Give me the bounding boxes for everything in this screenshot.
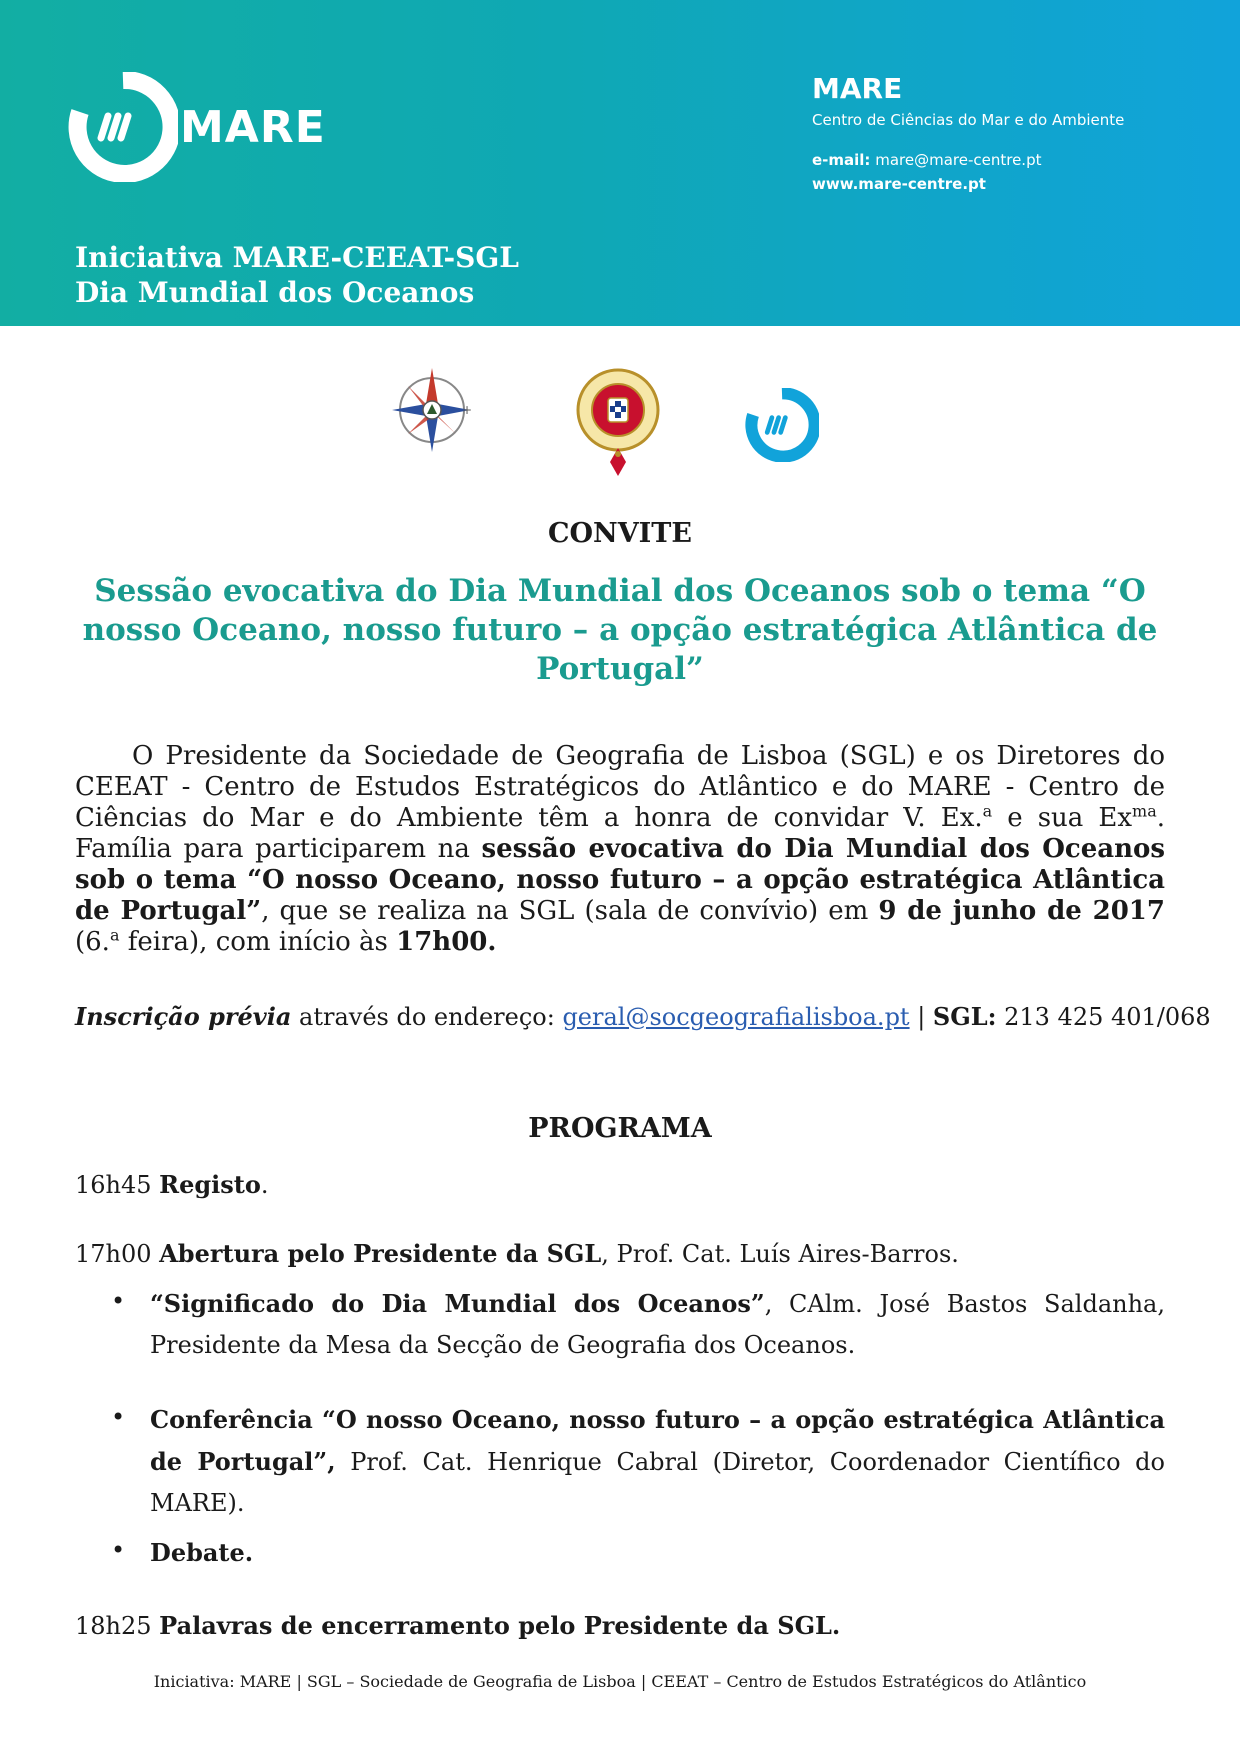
item-3-title: Debate. — [150, 1538, 254, 1567]
initiative-line-1: Iniciativa MARE-CEEAT-SGL — [75, 241, 519, 274]
invite-headline: Sessão evocativa do Dia Mundial dos Oceanos sob o tema “O nosso Oceano, nosso futuro – a opção estratégica Atlântica de Portugal” — [82, 573, 1158, 687]
row-2-label: Abertura pelo Presidente da SGL — [159, 1239, 602, 1268]
compass-rose-icon — [392, 364, 476, 452]
event-time: 17h00 — [396, 927, 488, 957]
phone-label: SGL: — [932, 1002, 997, 1031]
initiative-line-2: Dia Mundial dos Oceanos — [75, 276, 475, 309]
sgl-seal-icon — [572, 362, 664, 478]
invite-paragraph — [75, 741, 1165, 958]
mare-ring-small-icon — [745, 388, 819, 462]
program-item-1 — [150, 1283, 1165, 1366]
item-2-rest: Prof. Cat. Henrique Cabral (Diretor, Coordenador Científico do MARE). — [150, 1448, 1165, 1517]
item-2-title: Conferência “O nosso Oceano, nosso futuro – a opção estratégica Atlântica de Portugal”, — [150, 1405, 1165, 1476]
program-item-3 — [150, 1532, 1165, 1574]
ceeat-compass-logo — [392, 364, 476, 456]
website-link[interactable]: www.mare-centre.pt — [812, 175, 986, 193]
initiative-title — [75, 240, 519, 310]
registration-separator: | — [909, 1003, 933, 1031]
item-1-title: “Significado do Dia Mundial dos Oceanos” — [150, 1289, 765, 1318]
mare-small-logo — [745, 388, 819, 466]
contact-block — [812, 72, 1124, 193]
para-sup-2: ma — [1132, 801, 1157, 821]
invite-title: CONVITE — [548, 518, 692, 549]
para-part-4: , que se realiza na SGL (sala de convívio) em — [261, 896, 879, 926]
bullet-2: • — [111, 1403, 126, 1431]
email-label: e-mail: — [812, 151, 871, 169]
registration-label: Inscrição prévia — [75, 1002, 292, 1031]
program-item-2 — [150, 1399, 1165, 1524]
row-1-time: 16h45 — [75, 1171, 160, 1199]
program-row-1 — [75, 1170, 269, 1199]
programa-title: PROGRAMA — [528, 1113, 712, 1144]
row-2-rest: , Prof. Cat. Luís Aires-Barros. — [601, 1240, 959, 1268]
para-part-7: . — [487, 927, 497, 957]
para-part-5: (6. — [75, 927, 110, 957]
para-part-6: feira), com início às — [119, 927, 397, 957]
registration-text: através do endereço: — [291, 1003, 563, 1031]
page-footer: Iniciativa: MARE | SGL – Sociedade de Geografia de Lisboa | CEEAT – Centro de Estudos Estratégicos do Atlântico — [153, 1672, 1087, 1691]
para-part-3: . Família para participarem na — [75, 803, 1165, 864]
para-part-2: e sua Ex — [992, 803, 1133, 833]
row-1-end: . — [260, 1171, 269, 1199]
email-line — [812, 151, 1124, 169]
bullet-3: • — [111, 1536, 126, 1564]
svg-text:+: + — [461, 403, 472, 417]
org-subtitle: Centro de Ciências do Mar e do Ambiente — [812, 111, 1125, 129]
para-session-title: sessão evocativa do Dia Mundial dos Oceanos sob o tema “O nosso Oceano, nosso futuro – a opção estratégica Atlântica de Portugal” — [75, 834, 1165, 926]
mare-logo — [68, 72, 326, 182]
row-2-time: 17h00 — [75, 1240, 160, 1268]
event-date: 9 de junho de 2017 — [878, 896, 1165, 926]
item-1-rest: , CAlm. José Bastos Saldanha, Presidente da Mesa da Secção de Geografia dos Oceanos. — [150, 1290, 1165, 1359]
row-1-label: Registo — [159, 1170, 261, 1199]
row-3-time: 18h25 — [75, 1612, 160, 1640]
para-sup-3: a — [109, 925, 120, 945]
email-value[interactable]: mare@mare-centre.pt — [875, 151, 1042, 169]
program-row-3 — [75, 1611, 840, 1640]
para-part-1: O Presidente da Sociedade de Geografia de Lisboa (SGL) e os Diretores do CEEAT - Centro de Estudos Estratégicos do Atlântico e do MARE - Centro de Ciências do Mar e do Ambiente têm a honra de convidar V. Ex. — [75, 741, 1165, 833]
registration-line — [75, 1002, 1211, 1031]
program-row-2 — [75, 1239, 959, 1268]
mare-ring-icon — [68, 72, 178, 182]
logo-wordmark: MARE — [180, 102, 326, 153]
phone-number: 213 425 401/068 — [996, 1003, 1211, 1031]
bullet-1: • — [111, 1287, 126, 1315]
header-banner — [0, 0, 1240, 326]
sgl-seal-logo — [572, 362, 664, 482]
para-sup-1: a — [982, 801, 993, 821]
partner-logos — [0, 364, 1240, 484]
registration-email-link[interactable]: geral@socgeografialisboa.pt — [562, 1003, 910, 1031]
org-name: MARE — [812, 72, 903, 105]
row-3-label: Palavras de encerramento pelo Presidente da SGL. — [159, 1611, 841, 1640]
